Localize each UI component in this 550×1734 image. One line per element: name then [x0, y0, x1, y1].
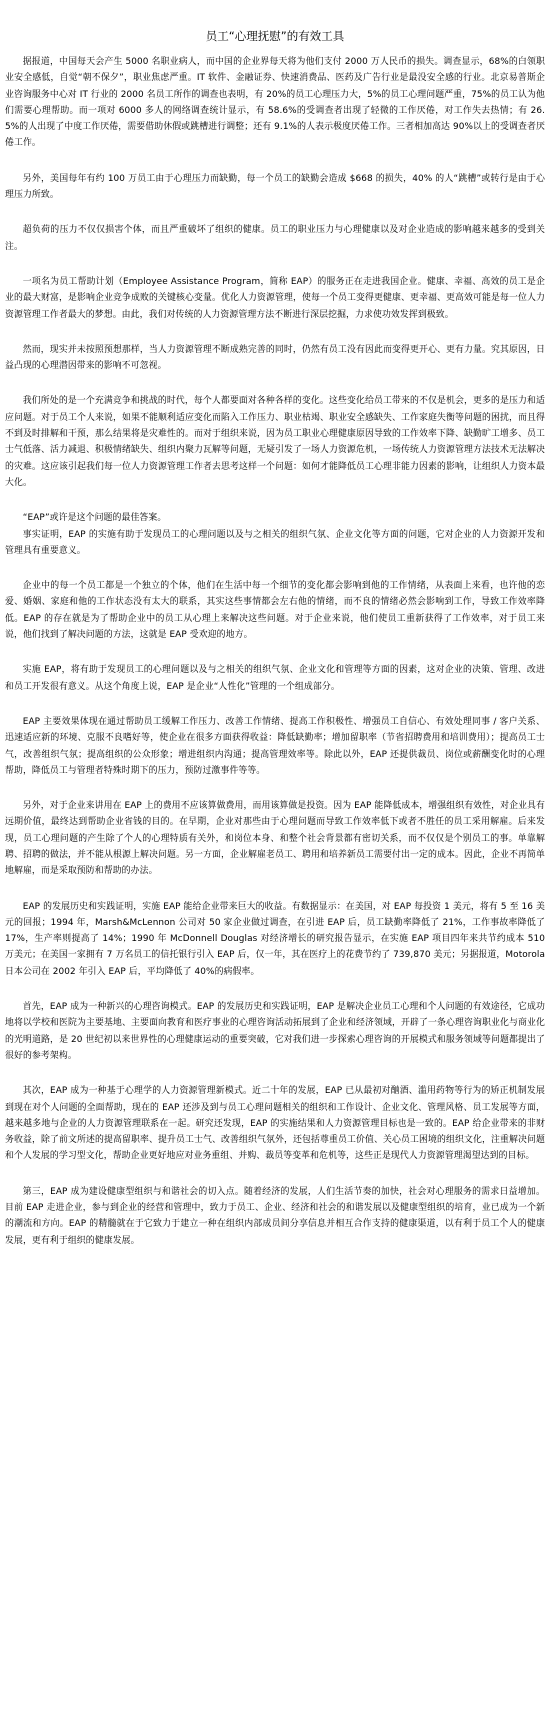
paragraph-eap-effects: EAP 主要效果体现在通过帮助员工缓解工作压力、改善工作情绪、提高工作积极性、增强员工自信心、有效处理同事 / 客户关系、迅速适应新的环境、克服不良嗜好等，使企业在很多方面获得收益：降低缺勤率；增加留职率（节省招聘费用和培训费用）；提高员工士气，改善组织气氛；提高组织的公众形象；增进组织内沟通；提高管理效率等。除此以外，EAP 还提供裁员、岗位或薪酬变化时的心理帮助，降低员工与管理者特殊时期下的压力，预防过激事件等等。: [5, 716, 545, 776]
paragraph-reality-gap: 然而，现实并未按照预想那样，当人力资源管理不断成熟完善的同时，仍然有员工没有因此而变得更开心、更有力量。究其原因，日益凸现的心理潜因带来的影响不可忽视。: [5, 344, 545, 372]
paragraph-third-healthy-organization: 第三，EAP 成为建设健康型组织与和谐社会的切入点。随着经济的发展，人们生活节奏的加快，社会对心理服务的需求日益增加。目前 EAP 走进企业，参与到企业的经营和管理中，致力于员工、企业、经济和社会的和谐发展以及健康型组织的培育，业已成为一个新的潮流和方向。EAP 的精髓就在于它致力于建立一种在组织内部成员间分享信息并相互合作支持的健康渠道，以有利于员工个人的健康发展，更有利于组织的健康发展。: [5, 1186, 545, 1246]
paragraph-us-absenteeism: 另外，美国每年有约 100 万员工由于心理压力而缺勤，每一个员工的缺勤会造成 $668 的损失，40% 的人“跳槽”或转行是由于心理压力所致。: [5, 173, 545, 201]
paragraph-second-hr-model: 其次，EAP 成为一种基于心理学的人力资源管理新模式。近二十年的发展，EAP 已从最初对酗酒、滥用药物等行为的矫正机制发展到现在对个人问题的全面帮助，现在的 EAP 还涉及到与员工心理问题相关的组织和工作设计、企业文化、管理风格、员工发展等方面，越来越多地与企业的人力资源管理联系在一起。研究还发现，EAP 的实施结果和人力资源管理目标也是一致的。EAP 给企业带来的非财务收益，除了前文所述的提高留职率、提升员工士气、改善组织气氛外，还包括尊重员工价值、关心员工困境的组织文化，注重解决问题和个人发展的学习型文化，帮助企业更好地应对业务重组、并购、裁员等变革和危机等，这些正是现代人力资源管理渴望达到的目标。: [5, 1086, 545, 1162]
paragraph-implementing-eap: 实施 EAP，将有助于发现员工的心理问题以及与之相关的组织气氛、企业文化和管理等方面的因素，这对企业的决策、管理、改进和员工开发很有意义。从这个角度上说，EAP 是企业“人性化”管理的一个组成部分。: [5, 665, 545, 692]
paragraph-first-counseling-model: 首先，EAP 成为一种新兴的心理咨询模式。EAP 的发展历史和实践证明，EAP 是解决企业员工心理和个人问题的有效途径，它成功地将以学校和医院为主要基地、主要面向教育和医疗事业的心理咨询活动拓展到了企业和经济领域，开辟了一条心理咨询职业化与商业化的光明道路，是 20 世纪初以来世界性的心理健康运动的重要突破，它对我们进一步探索心理咨询的开展模式和服务领域等问题都提出了很好的参考架构。: [5, 1002, 545, 1061]
paragraph-eap-investment: 另外，对于企业来讲用在 EAP 上的费用不应该算做费用，而用该算做是投资。因为 EAP 能降低成本，增强组织有效性，对企业具有远期价值，最终达到帮助企业省钱的目的。在早期，企业对那些由于心理问题而导致工作效率低下或者不胜任的员工采用解雇。后来发现，员工心理问题的产生除了个人的心理特质有关外，和岗位本身、和整个社会背景都有密切关系，而不仅仅是个别员工的事。单靠解聘、招聘的做法，并不能从根源上解决问题。另一方面，企业解雇老员工、聘用和培养新员工需要付出一定的成本。因此，企业不再简单地解雇，而是采取预防和帮助的办法。: [5, 801, 545, 877]
paragraph-eap-introduction: 一项名为员工帮助计划（Employee Assistance Program，简称 EAP）的服务正在走进我国企业。健康、幸福、高效的员工是企业的最大财富，是影响企业竞争成败的关键核心变量。优化人力资源管理，使每一个员工变得更健康、更幸福、更高效可能是每一位人力资源管理工作者最大的梦想。由此，我们对传统的人力资源管理方法不断进行深层挖掘，力求使功效发挥到极致。: [5, 276, 545, 320]
paragraph-facts-prove: 事实证明，EAP 的实施有助于发现员工的心理问题以及与之相关的组织气氛、企业文化等方面的问题，它对企业的人力资源开发和管理具有重要意义。: [5, 529, 545, 556]
paragraph-competitive-era: 我们所处的是一个充满竞争和挑战的时代，每个人都要面对各种各样的变化。这些变化给员工带来的不仅是机会，更多的是压力和适应问题。对于员工个人来说，如果不能顺利适应变化而陷入工作压力、职业枯竭、职业安全感缺失、工作家庭失衡等问题的困扰，而且得不到及时排解和干预，那么结果将是灾难性的。而对于组织来说，因为员工职业心理健康原因导致的工作效率下降、缺勤旷工增多、员工士气低落、活力减退、积极情绪缺失、组织内聚力瓦解等问题，无疑引发了一场人力资源危机，一场传统人力资源管理方法技术无法解决的灾难。这应该引起我们每一位人力资源管理工作者去思考这样一个问题：如何才能降低员工心理非能力因素的影响，让组织人力资本最大化。: [5, 396, 545, 488]
paragraph-individual-employee: 企业中的每一个员工都是一个独立的个体，他们在生活中每一个细节的变化都会影响到他的工作情绪，从表面上来看，也许他的恋爱、婚姻、家庭和他的工作状态没有太大的联系，其实这些事情都会左右他的情绪，而不良的情绪必然会影响到工作，导致工作效率降低。EAP 的存在就是为了帮助企业中的员工从心理上来解决这些问题。对于企业来说，他们使员工重新获得了工作效率，对于员工来说，他们找到了解决问题的方法，这就是 EAP 受欢迎的地方。: [5, 581, 545, 641]
paragraph-occupational-disease-stats: 据报道，中国每天会产生 5000 名职业病人，而中国的企业界每天将为他们支付 2000 万人民币的损失。调查显示，68%的白领职业安全感低，自觉“朝不保夕”，职业焦虑严重。IT 软件、金融证券、快速消费品、医药及广告行业是最没安全感的行业。北京易普斯企业咨询服务中心对 IT 行业的 2000 名员工所作的调查也表明，有 20%的员工心理压力大，5%的员工心理问题严重，75%的员工认为他们需要心理帮助。而一项对 6000 多人的网络调查统计显示，有 58.6%的受调查者出现了轻微的工作厌倦，对工作失去热情；有 26.5%的人出现了中度工作厌倦，需要借助休假或跳槽进行调整；还有 9.1%的人表示极度厌倦工作。三者相加高达 90%以上的受调查者厌倦工作。: [5, 57, 545, 149]
paragraph-eap-answer: “EAP”或许是这个问题的最佳答案。: [22, 513, 167, 524]
article-title: 员工“心理抚慰”的有效工具: [205, 29, 345, 43]
paragraph-eap-returns: EAP 的发展历史和实践证明，实施 EAP 能给企业带来巨大的收益。有数据显示：在美国，对 EAP 每投资 1 美元，将有 5 至 16 美元的回报；1994 年，Marsh&McLennon 公司对 50 家企业做过调查，在引进 EAP 后，员工缺勤率降低了 21%，工作事故率降低了 17%，生产率则提高了 14%；1990 年 McDonnell Douglas 对经济增长的研究报告显示，在实施 EAP 项目四年来共节约成本 510 万美元；在美国一家拥有 7 万名员工的信托银行引入 EAP 后，仅一年，其在医疗上的花费节约了 739,870 美元；另据报道，Motorola 日本公司在 2002 年引入 EAP 后，平均降低了 40%的病假率。: [5, 901, 545, 977]
paragraph-overload-pressure: 超负荷的压力不仅仅损害个体，而且严重破坏了组织的健康。员工的职业压力与心理健康以及对企业造成的影响越来越多的受到关注。: [5, 225, 545, 252]
